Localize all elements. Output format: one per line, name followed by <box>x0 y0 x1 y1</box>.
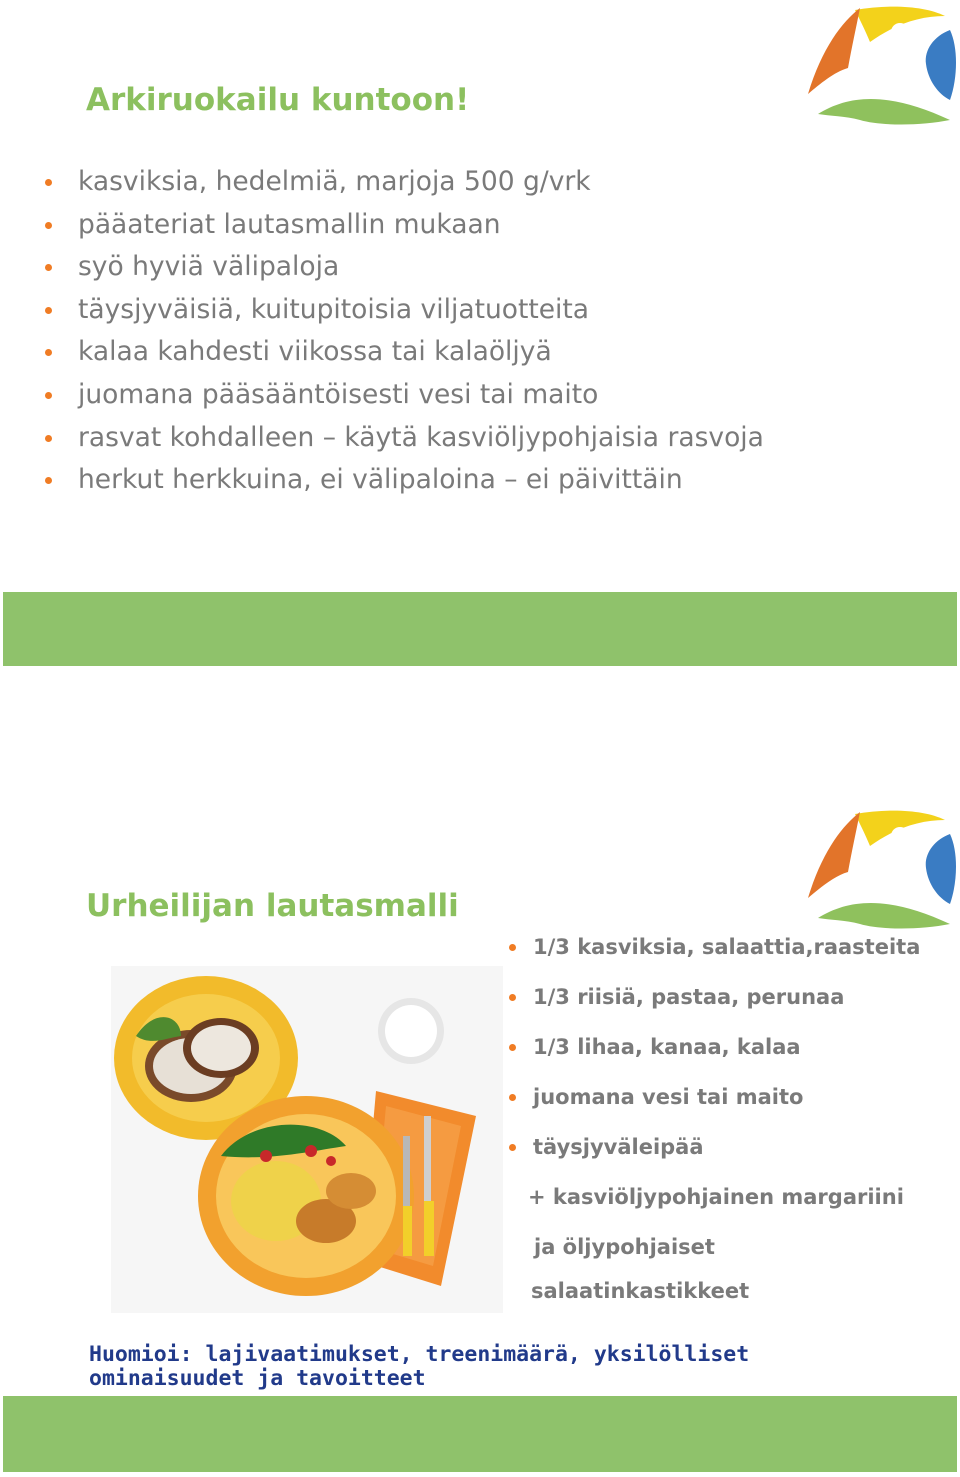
note-text: Huomioi: lajivaatimukset, treenimäärä, yksilölliset ominaisuudet ja tavoitteet <box>89 1342 750 1391</box>
bullet-list <box>43 163 764 504</box>
bullet-list <box>503 930 920 1314</box>
list-item: 1/3 kasviksia, salaattia,raasteita <box>503 930 920 980</box>
plate-model-food-icon <box>111 966 503 1313</box>
list-item: täysjyväisiä, kuitupitoisia viljatuotteita <box>43 291 764 334</box>
footer-bar <box>3 592 957 666</box>
list-item-continuation: + kasviöljypohjainen margariini <box>528 1185 904 1209</box>
sports-figure-logo-icon <box>800 2 960 127</box>
list-item: kalaa kahdesti viikossa tai kalaöljyä <box>43 333 764 376</box>
slide-urheilijan-lautasmalli <box>3 806 957 1472</box>
list-item: 1/3 lihaa, kanaa, kalaa <box>503 1030 920 1080</box>
list-item-continuation: ja öljypohjaiset <box>534 1235 715 1259</box>
list-item: juomana pääsääntöisesti vesi tai maito <box>43 376 764 419</box>
list-item: 1/3 riisiä, pastaa, perunaa <box>503 980 920 1030</box>
list-item: kasviksia, hedelmiä, marjoja 500 g/vrk <box>43 163 764 206</box>
slide-arkiruokailu <box>3 0 957 666</box>
slide-title: Arkiruokailu kuntoon! <box>86 82 470 118</box>
sports-figure-logo-icon <box>800 806 960 931</box>
list-item: rasvat kohdalleen – käytä kasviöljypohjaisia rasvoja <box>43 419 764 462</box>
list-item: juomana vesi tai maito <box>503 1080 920 1130</box>
list-item: pääateriat lautasmallin mukaan <box>43 206 764 249</box>
list-item: herkut herkkuina, ei välipaloina – ei päivittäin <box>43 461 764 504</box>
footer-bar <box>3 1396 957 1472</box>
list-item-continuation: salaatinkastikkeet <box>531 1279 750 1303</box>
slide-title: Urheilijan lautasmalli <box>86 888 459 924</box>
list-item: syö hyviä välipaloja <box>43 248 764 291</box>
list-item: täysjyväleipää <box>503 1130 920 1180</box>
